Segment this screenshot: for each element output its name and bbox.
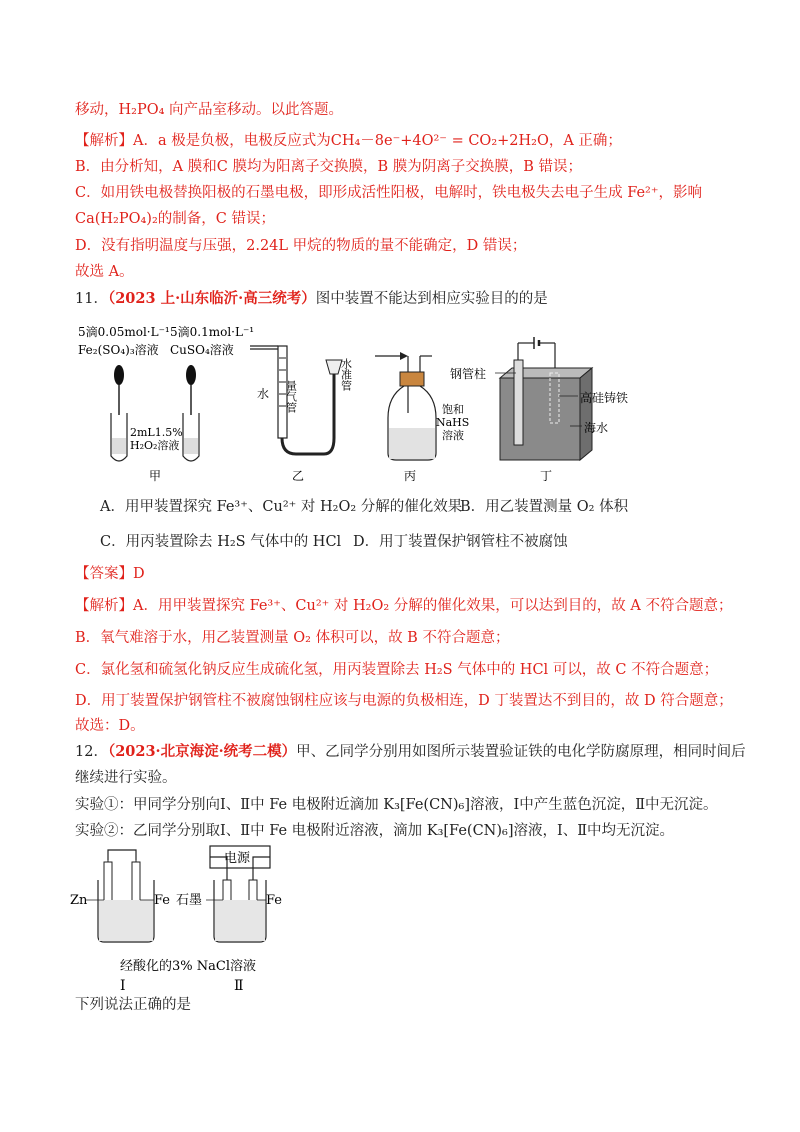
q11-analysis-b: B．氧气难溶于水，用乙装置测量 O₂ 体积可以，故 B 不符合题意； xyxy=(75,630,510,646)
q10-analysis-b: B．由分析知，A 膜和C 膜均为阳离子交换膜，B 膜为阴离子交换膜，B 错误； xyxy=(75,159,582,175)
q11-analysis-d: D．用丁装置保护钢管柱不被腐蚀钢柱应该与电源的负极相连，D 丁装置达不到目的，故 D 符合题意； xyxy=(75,693,733,709)
q10-analysis-c2: Ca(H₂PO₄)₂的制备，C 错误； xyxy=(75,211,275,227)
jia-tube-line1: 2mL1.5% xyxy=(130,426,183,439)
bing-solution-line1: 饱和 xyxy=(442,403,464,416)
zn-label: Zn xyxy=(70,893,88,908)
q12-stem-line2: 继续进行实验。 xyxy=(75,770,177,786)
q11-stem: 图中装置不能达到相应实验目的的是 xyxy=(315,291,548,307)
ding-iron-label: 高硅铸铁 xyxy=(580,391,629,405)
ding-pillar-label: 钢管柱 xyxy=(450,367,487,381)
cell-1-label: Ⅰ xyxy=(120,978,126,990)
jia-reagent1-line2: Fe₂(SO₄)₃溶液 xyxy=(78,343,159,357)
q10-analysis-c1: C．如用铁电极替换阳极的石墨电极，即形成活性阳极，电解时，铁电极失去电子生成 Fe²⁺，影响 xyxy=(75,185,703,201)
q11-option-b: B．用乙装置测量 O₂ 体积 xyxy=(460,499,629,515)
jia-caption: 甲 xyxy=(149,469,162,483)
jia-reagent1-line1: 5滴0.05mol·L⁻¹ xyxy=(78,325,170,339)
q12-source: （2023·北京海淀·统考二模） xyxy=(107,743,297,760)
q12-experiment-1: 实验①：甲同学分别向Ⅰ、Ⅱ中 Fe 电极附近滴加 K₃[Fe(CN)₆]溶液，Ⅰ中产生蓝色沉淀，Ⅱ中无沉淀。 xyxy=(75,797,718,813)
q11-option-c: C．用丙装置除去 H₂S 气体中的 HCl xyxy=(100,534,342,550)
bing-solution-line2: NaHS xyxy=(436,416,470,429)
q12-stem-line1: 甲、乙同学分别用如图所示装置验证铁的电化学防腐原理，相同时间后 xyxy=(296,744,746,760)
ding-apparatus xyxy=(450,337,628,483)
q11-heading xyxy=(75,289,548,309)
graphite-label: 石墨 xyxy=(176,893,203,908)
jia-reagent2-line1: 5滴0.1mol·L⁻¹ xyxy=(170,325,255,339)
yi-water-label: 水 xyxy=(257,387,270,401)
jia-reagent2-line2: CuSO₄溶液 xyxy=(170,343,234,357)
q11-analysis-c: C．氯化氢和硫氢化钠反应生成硫化氢，用丙装置除去 H₂S 气体中的 HCl 可以，故 C 不符合题意； xyxy=(75,662,719,678)
q11-select: 故选：D。 xyxy=(75,718,145,734)
q12-heading xyxy=(75,742,746,762)
yi-apparatus xyxy=(250,346,353,483)
q12-figure xyxy=(70,840,330,990)
power-supply-label: 电源 xyxy=(224,851,251,866)
ding-seawater-label: 海水 xyxy=(584,421,609,435)
q11-analysis-a: 【解析】A．用甲装置探究 Fe³⁺、Cu²⁺ 对 H₂O₂ 分解的催化效果，可以达到目的，故 A 不符合题意； xyxy=(75,598,733,614)
solution-label: 经酸化的3% NaCl溶液 xyxy=(120,959,256,974)
yi-level-tube-label: 水准管 xyxy=(339,358,353,391)
jia-tube-line2: H₂O₂溶液 xyxy=(130,439,180,452)
q11-answer: 【答案】D xyxy=(75,566,145,582)
q11-option-d: D．用丁装置保护钢管柱不被腐蚀 xyxy=(353,534,568,550)
bing-solution-line3: 溶液 xyxy=(442,429,464,442)
fe-label-2: Fe xyxy=(266,893,283,908)
q10-continuation: 移动，H₂PO₄ 向产品室移动。以此答题。 xyxy=(75,102,344,118)
q10-select: 故选 A。 xyxy=(75,264,134,280)
bing-caption: 丙 xyxy=(404,469,417,483)
q11-source: （2023 上·山东临沂·高三统考） xyxy=(107,290,316,307)
fe-label-1: Fe xyxy=(154,893,171,908)
q11-option-a: A．用甲装置探究 Fe³⁺、Cu²⁺ 对 H₂O₂ 分解的催化效果 xyxy=(100,499,463,515)
yi-measuring-tube-label: 量气管 xyxy=(284,380,298,413)
q12-number: 12． xyxy=(75,744,108,760)
cell-2-label: Ⅱ xyxy=(234,978,244,990)
q12-experiment-2: 实验②：乙同学分别取Ⅰ、Ⅱ中 Fe 电极附近溶液，滴加 K₃[Fe(CN)₆]溶液，Ⅰ、Ⅱ中均无沉淀。 xyxy=(75,823,675,839)
ding-caption: 丁 xyxy=(540,469,553,483)
yi-caption: 乙 xyxy=(292,469,305,483)
q10-analysis-d: D．没有指明温度与压强，2.24L 甲烷的物质的量不能确定，D 错误； xyxy=(75,238,527,254)
q10-analysis-a: 【解析】A．a 极是负极，电极反应式为CH₄－8e⁻+4O²⁻ = CO₂+2H₂O，A 正确； xyxy=(75,133,622,149)
jia-apparatus xyxy=(78,325,254,483)
q11-figure xyxy=(70,318,670,488)
q11-number: 11． xyxy=(75,291,108,307)
q12-question: 下列说法正确的是 xyxy=(75,997,191,1013)
